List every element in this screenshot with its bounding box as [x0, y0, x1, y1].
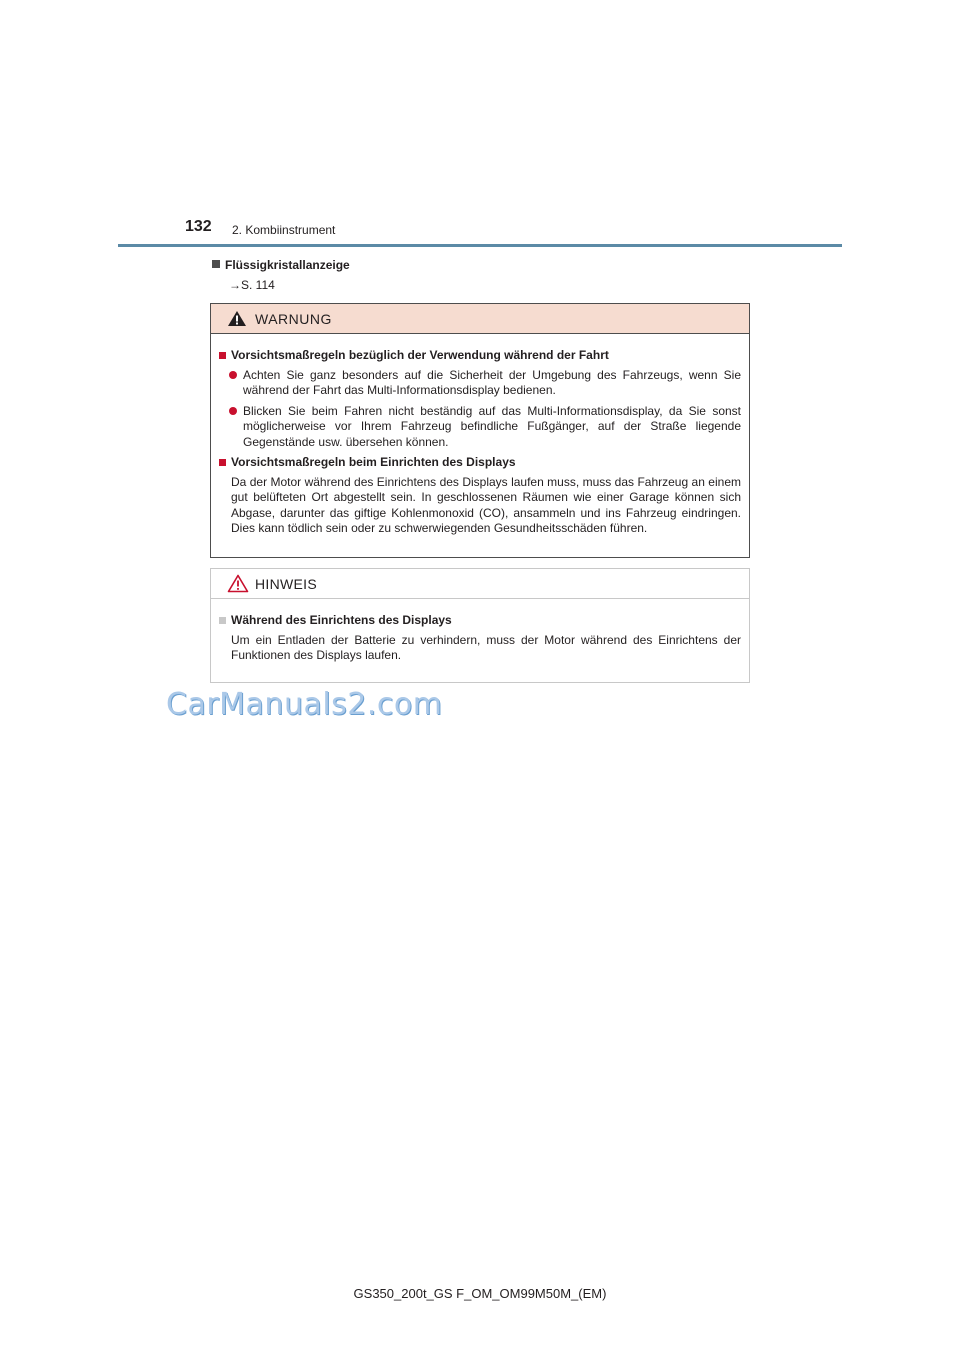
red-square-icon — [219, 459, 226, 466]
watermark-logo: CarManuals2.com — [166, 687, 443, 722]
square-bullet-icon — [212, 260, 220, 268]
page-number: 132 — [185, 218, 212, 235]
footer-code: GS350_200t_GS F_OM_OM99M50M_(EM) — [353, 1286, 607, 1301]
note-header — [211, 569, 749, 599]
warning-subheading-text: Vorsichtsmaßregeln beim Einrichten des Displays — [231, 455, 516, 469]
gray-square-icon — [219, 617, 226, 624]
warning-triangle-icon — [227, 310, 247, 327]
warning-box — [210, 303, 750, 558]
warning-subheading-text: Vorsichtsmaßregeln bezüglich der Verwendung während der Fahrt — [231, 348, 609, 362]
red-dot-icon — [229, 407, 237, 415]
note-paragraph: Um ein Entladen der Batterie zu verhindern, muss der Motor während des Einrichtens der Funktionen des Displays laufen. — [231, 632, 741, 662]
header-rule — [118, 244, 842, 247]
chapter-title: 2. Kombiinstrument — [232, 223, 336, 237]
warning-paragraph: Da der Motor während des Einrichtens des Displays laufen muss, muss das Fahrzeug an einem gut belüfteten Ort abgestellt sein. In geschlossenen Räumen wie einer Garage können sich Abgase, darunter das giftige Kohlenmonoxid (CO), ansammeln und ins Fahrzeug eindringen. Dies kann tödlich sein oder zu schwerwiegenden Gesundheitsschäden führen. — [231, 474, 741, 535]
warning-bullet — [219, 368, 741, 399]
warning-bullet-text: Achten Sie ganz besonders auf die Sicherheit der Umgebung des Fahrzeugs, wenn Sie während der Fahrt das Multi-Informationsdisplay bedienen. — [243, 367, 741, 397]
red-square-icon — [219, 352, 226, 359]
warning-subheading — [219, 455, 741, 471]
note-subheading — [219, 613, 741, 629]
note-body — [211, 613, 749, 664]
notice-triangle-icon — [227, 574, 249, 593]
page-reference: →S. 114 — [229, 278, 275, 292]
note-box — [210, 568, 750, 683]
warning-body — [211, 348, 749, 537]
warning-bullet-text: Blicken Sie beim Fahren nicht beständig auf das Multi-Informationsdisplay, da Sie sonst möglicherweise vor Ihrem Fahrzeug befindliche Fußgänger, auf der Straße liegende Gegenstände usw. übersehen können. — [243, 403, 741, 449]
section-title: Flüssigkristallanzeige — [225, 258, 350, 272]
red-dot-icon — [229, 371, 237, 379]
warning-bullet — [219, 404, 741, 451]
note-title: HINWEIS — [255, 576, 317, 592]
warning-title: WARNUNG — [255, 311, 332, 327]
note-subheading-text: Während des Einrichtens des Displays — [231, 613, 452, 627]
section-heading — [212, 258, 350, 272]
warning-subheading — [219, 348, 741, 364]
warning-header — [211, 304, 749, 334]
